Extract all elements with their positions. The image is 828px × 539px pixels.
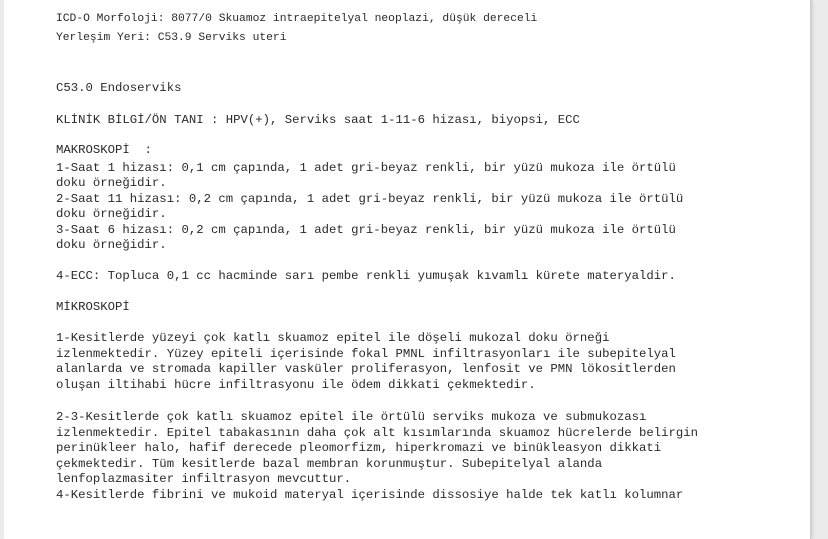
location-line: Yerleşim Yeri: C53.9 Serviks uteri xyxy=(56,32,287,44)
macroscopy-line: doku örneğidir. xyxy=(56,207,167,221)
macroscopy-line: 1-Saat 1 hizası: 0,1 cm çapında, 1 adet gri-beyaz renkli, bir yüzü mukoza ile örtülü xyxy=(56,161,676,175)
microscopy-paragraph1-line: alanlarda ve stromada kapiller vasküler proliferasyon, lenfosit ve PMN lökositlerden xyxy=(56,362,676,376)
macroscopy-line: doku örneğidir. xyxy=(56,176,167,190)
microscopy-paragraph2-line: çekmektedir. Tüm kesitlerde bazal membran korunmuştur. Subepitelyal alanda xyxy=(56,457,603,471)
ecc-line: 4-ECC: Topluca 0,1 cc hacminde sarı pembe renkli yumuşak kıvamlı kürete materyaldir. xyxy=(56,269,676,283)
microscopy-paragraph2-line: lenfoplazmasiter infiltrasyon mevcuttur. xyxy=(56,472,352,486)
microscopy-paragraph2-line: 4-Kesitlerde fibrini ve mukoid materyal içerisinde dissosiye halde tek katlı kolumnar xyxy=(56,488,684,502)
microscopy-paragraph1-line: izlenmektedir. Yüzey epiteli içerisinde fokal PMNL infiltrasyonları ile subepitelyal xyxy=(56,347,676,361)
microscopy-heading: MİKROSKOPİ xyxy=(56,300,130,314)
microscopy-paragraph2-line: perinükleer halo, hafif derecede pleomorfizm, hiperkromazi ve binükleasyon dikkati xyxy=(56,441,662,455)
clinical-info-line: KLİNİK BİLGİ/ÖN TANI : HPV(+), Serviks saat 1-11-6 hizası, biyopsi, ECC xyxy=(56,113,580,127)
icdo-morphology-line: ICD-O Morfoloji: 8077/0 Skuamoz intraepitelyal neoplazi, düşük dereceli xyxy=(56,13,538,25)
section-code: C53.0 Endoserviks xyxy=(56,81,182,95)
microscopy-paragraph2-line: 2-3-Kesitlerde çok katlı skuamoz epitel ile örtülü serviks mukoza ve submukozası xyxy=(56,410,647,424)
microscopy-paragraph2-line: izlenmektedir. Epitel tabakasının daha çok alt kısımlarında skuamoz hücrelerde belirgin xyxy=(56,426,699,440)
microscopy-paragraph1-line: 1-Kesitlerde yüzeyi çok katlı skuamoz epitel ile döşeli mukozal doku örneği xyxy=(56,331,610,345)
macroscopy-line: 3-Saat 6 hizası: 0,2 cm çapında, 1 adet gri-beyaz renkli, bir yüzü mukoza ile örtülü xyxy=(56,223,676,237)
macroscopy-line: 2-Saat 11 hizası: 0,2 cm çapında, 1 adet gri-beyaz renkli, bir yüzü mukoza ile örtülü xyxy=(56,192,684,206)
microscopy-paragraph1-line: oluşan iltihabi hücre infiltrasyonu ile ödem dikkati çekmektedir. xyxy=(56,378,536,392)
macroscopy-line: doku örneğidir. xyxy=(56,238,167,252)
report-page xyxy=(4,0,811,539)
macroscopy-heading: MAKROSKOPİ : xyxy=(56,143,152,157)
